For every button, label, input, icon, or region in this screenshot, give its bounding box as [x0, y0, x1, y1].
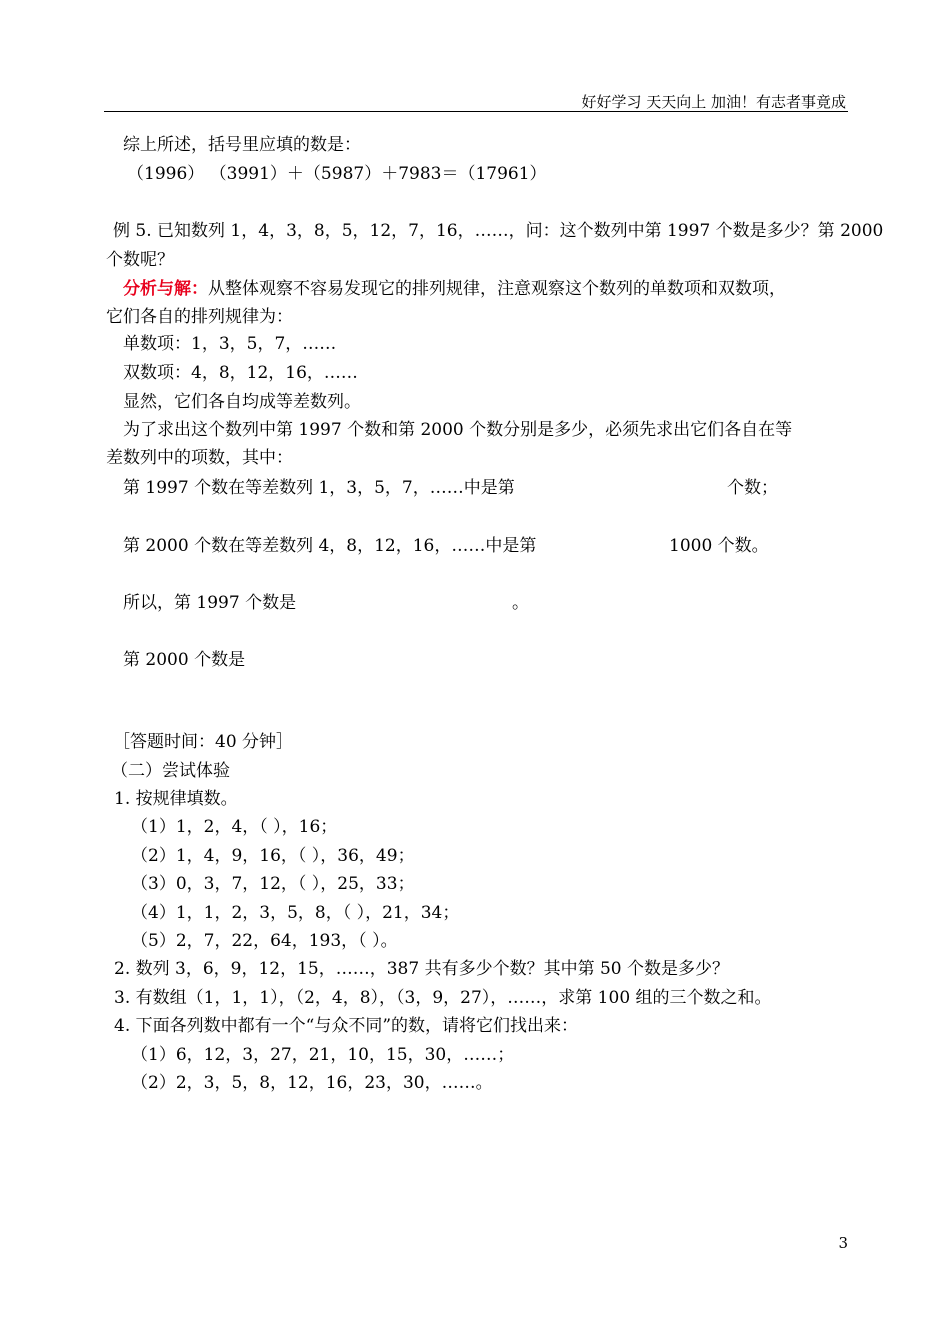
so-left: 所以，第 1997 个数是: [123, 593, 297, 613]
example5-question-line-1: 例 5. 已知数列 1，4，3，8，5，12，7，16，……，问：这个数列中第 1997 个数是多少？第 2000: [113, 221, 884, 241]
q1-item: （1）1，2，4，（ ），16；: [131, 817, 338, 837]
analysis-label: 分析与解：: [123, 279, 208, 299]
obvious-line: 显然，它们各自均成等差数列。: [123, 392, 361, 412]
page-header: 好好学习 天天向上 加油！有志者事竟成: [581, 93, 846, 111]
even-items-line: 双数项：4，8，12，16，……: [123, 363, 358, 383]
pos1997-right: 个数；: [727, 478, 778, 498]
so-right: 。: [512, 593, 529, 613]
page-number: 3: [838, 1234, 848, 1252]
answer-time: ［答题时间：40 分钟］: [113, 732, 294, 752]
purpose-line-1: 为了求出这个数列中第 1997 个数和第 2000 个数分别是多少，必须先求出它们各自在等: [123, 420, 793, 440]
odd-items-line: 单数项：1，3，5，7，……: [123, 334, 337, 354]
question-4: 4. 下面各列数中都有一个“与众不同”的数，请将它们找出来：: [114, 1016, 579, 1036]
num2000-line: 第 2000 个数是: [123, 650, 246, 670]
q1-item: （5）2，7，22，64，193，（ ）。: [131, 931, 398, 951]
question-1: 1. 按规律填数。: [114, 789, 238, 809]
q1-item: （3）0，3，7，12，（ ），25，33；: [131, 874, 415, 894]
pos2000-right: 1000 个数。: [669, 536, 769, 556]
analysis-line-2: 它们各自的排列规律为：: [106, 307, 293, 327]
purpose-line-2: 差数列中的项数，其中：: [106, 448, 293, 468]
q4-item: （2）2，3，5，8，12，16，23，30，……。: [131, 1073, 493, 1093]
question-2: 2. 数列 3，6，9，12，15，……，387 共有多少个数？其中第 50 个数是多少？: [114, 959, 730, 979]
analysis-line-1: [123, 278, 786, 300]
summary-line-1: 综上所述，括号里应填的数是：: [123, 135, 361, 155]
section-title: （二）尝试体验: [111, 761, 230, 781]
pos1997-left: 第 1997 个数在等差数列 1，3，5，7，……中是第: [123, 478, 515, 498]
header-divider: [104, 111, 848, 112]
analysis-text: 从整体观察不容易发现它的排列规律，注意观察这个数列的单数项和双数项，: [208, 279, 786, 299]
example5-question-line-2: 个数呢？: [106, 250, 174, 270]
q1-item: （2）1，4，9，16，（ ），36，49；: [131, 846, 415, 866]
summary-line-2: （1996） （3991）＋（5987）＋7983＝（17961）: [127, 164, 547, 184]
question-3: 3. 有数组（1，1，1），（2，4，8），（3，9，27），……，求第 100 组的三个数之和。: [114, 988, 772, 1008]
q4-item: （1）6，12，3，27，21，10，15，30，……；: [131, 1045, 515, 1065]
q1-item: （4）1，1，2，3，5，8，（ ），21，34；: [131, 903, 460, 923]
pos2000-left: 第 2000 个数在等差数列 4，8，12，16，……中是第: [123, 536, 537, 556]
